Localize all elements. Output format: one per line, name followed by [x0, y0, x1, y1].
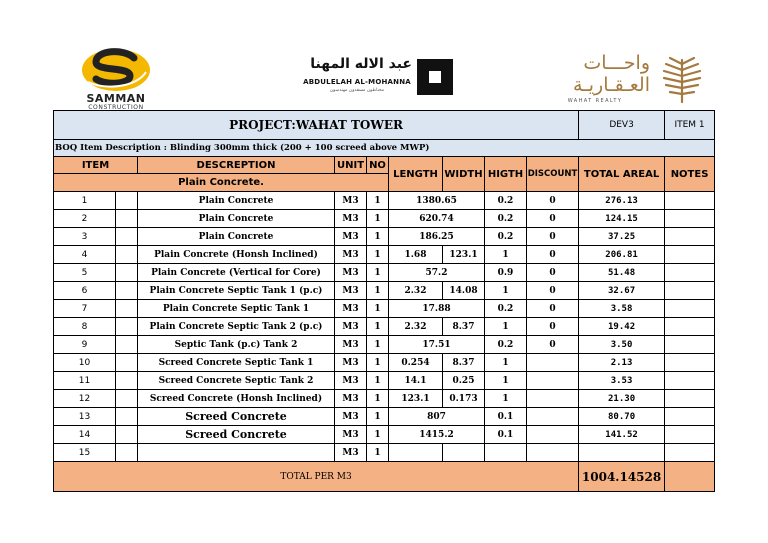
cell-no: 1: [367, 192, 389, 210]
cell-unit: M3: [335, 210, 367, 228]
cell-length: 17.88: [389, 300, 485, 318]
samman-subtitle: CONSTRUCTION: [88, 104, 144, 111]
cell-total-areal: 2.13: [579, 354, 665, 372]
cell-unit: M3: [335, 300, 367, 318]
total-notes: [665, 462, 715, 492]
cell-discount: 0: [527, 282, 579, 300]
total-value: 1004.14528: [579, 462, 665, 492]
cell-notes: [665, 444, 715, 462]
header-height: HIGTH: [485, 157, 527, 192]
cell-total-areal: 19.42: [579, 318, 665, 336]
cell-height: 0.2: [485, 300, 527, 318]
table-row: [54, 426, 715, 444]
cell-length: 14.1: [389, 372, 443, 390]
cell-description: Plain Concrete: [138, 228, 335, 246]
cell-no: 1: [367, 264, 389, 282]
table-row: [54, 372, 715, 390]
cell-unit: M3: [335, 228, 367, 246]
header-notes: NOTES: [665, 157, 715, 192]
cell-no: 1: [367, 390, 389, 408]
table-row: [54, 246, 715, 264]
cell-notes: [665, 318, 715, 336]
samman-logo: [66, 46, 166, 110]
cell-no: 1: [367, 246, 389, 264]
cell-blank: [116, 318, 138, 336]
cell-total-areal: 80.70: [579, 408, 665, 426]
cell-length: 807: [389, 408, 485, 426]
table-row: [54, 300, 715, 318]
cell-item: 7: [54, 300, 116, 318]
table-row: [54, 192, 715, 210]
cell-discount: 0: [527, 210, 579, 228]
cell-description: Plain Concrete (Honsh Inclined): [138, 246, 335, 264]
mohanna-square-icon: [417, 59, 453, 95]
cell-total-areal: 3.58: [579, 300, 665, 318]
cell-width: 0.173: [443, 390, 485, 408]
cell-no: 1: [367, 444, 389, 462]
header-discount: DISCOUNT: [527, 157, 579, 192]
project-code: DEV3: [579, 111, 665, 140]
cell-discount: [527, 354, 579, 372]
cell-total-areal: 37.25: [579, 228, 665, 246]
cell-blank: [116, 354, 138, 372]
table-row: [54, 318, 715, 336]
cell-discount: 0: [527, 192, 579, 210]
cell-blank: [116, 444, 138, 462]
cell-no: 1: [367, 426, 389, 444]
cell-description: Septic Tank (p.c) Tank 2: [138, 336, 335, 354]
cell-notes: [665, 408, 715, 426]
cell-blank: [116, 282, 138, 300]
cell-total-areal: 32.67: [579, 282, 665, 300]
cell-item: 15: [54, 444, 116, 462]
cell-item: 14: [54, 426, 116, 444]
cell-unit: M3: [335, 408, 367, 426]
cell-description: Plain Concrete Septic Tank 1: [138, 300, 335, 318]
cell-width: 0.25: [443, 372, 485, 390]
cell-length: [389, 444, 443, 462]
cell-item: 6: [54, 282, 116, 300]
cell-height: 0.2: [485, 210, 527, 228]
cell-height: 0.9: [485, 264, 527, 282]
cell-item: 2: [54, 210, 116, 228]
project-item-number: ITEM 1: [665, 111, 715, 140]
header-width: WIDTH: [443, 157, 485, 192]
wahat-arabic-name: [540, 52, 650, 96]
cell-unit: M3: [335, 444, 367, 462]
wahat-arabic-line2: العـقـاريـة: [573, 74, 650, 96]
cell-length: 123.1: [389, 390, 443, 408]
cell-blank: [116, 426, 138, 444]
cell-width: 8.37: [443, 318, 485, 336]
cell-item: 12: [54, 390, 116, 408]
cell-length: 2.32: [389, 282, 443, 300]
cell-no: 1: [367, 408, 389, 426]
table-row: [54, 210, 715, 228]
total-row: [54, 462, 715, 492]
cell-length: 2.32: [389, 318, 443, 336]
cell-discount: [527, 390, 579, 408]
cell-discount: 0: [527, 336, 579, 354]
cell-discount: 0: [527, 246, 579, 264]
wahat-logo: [540, 48, 720, 108]
cell-height: 1: [485, 318, 527, 336]
cell-blank: [116, 390, 138, 408]
cell-discount: 0: [527, 318, 579, 336]
project-row: [54, 111, 715, 140]
cell-total-areal: 3.53: [579, 372, 665, 390]
cell-blank: [116, 228, 138, 246]
table-row: [54, 354, 715, 372]
cell-description: Screed Concrete: [138, 408, 335, 426]
cell-height: 0.2: [485, 228, 527, 246]
cell-height: 1: [485, 282, 527, 300]
cell-no: 1: [367, 354, 389, 372]
cell-height: 1: [485, 390, 527, 408]
cell-length: 17.51: [389, 336, 485, 354]
cell-width: 14.08: [443, 282, 485, 300]
mohanna-logo: [302, 56, 462, 106]
boq-description-row: [54, 140, 715, 157]
cell-unit: M3: [335, 336, 367, 354]
cell-height: 0.1: [485, 408, 527, 426]
cell-blank: [116, 300, 138, 318]
cell-discount: [527, 372, 579, 390]
cell-item: 13: [54, 408, 116, 426]
cell-length: 0.254: [389, 354, 443, 372]
header-description: DESCREPTION: [138, 157, 335, 174]
cell-unit: M3: [335, 318, 367, 336]
table-row: [54, 444, 715, 462]
cell-description: Plain Concrete: [138, 192, 335, 210]
cell-unit: M3: [335, 246, 367, 264]
cell-unit: M3: [335, 264, 367, 282]
cell-total-areal: [579, 444, 665, 462]
cell-discount: [527, 408, 579, 426]
project-title: PROJECT:WAHAT TOWER: [54, 111, 579, 140]
cell-length: 57.2: [389, 264, 485, 282]
cell-length: 1.68: [389, 246, 443, 264]
cell-notes: [665, 390, 715, 408]
cell-notes: [665, 210, 715, 228]
cell-no: 1: [367, 228, 389, 246]
cell-notes: [665, 336, 715, 354]
cell-total-areal: 21.30: [579, 390, 665, 408]
cell-discount: [527, 426, 579, 444]
cell-no: 1: [367, 318, 389, 336]
cell-blank: [116, 210, 138, 228]
boq-table: [53, 110, 715, 492]
cell-total-areal: 51.48: [579, 264, 665, 282]
cell-description: Plain Concrete: [138, 210, 335, 228]
cell-notes: [665, 192, 715, 210]
cell-unit: M3: [335, 372, 367, 390]
cell-height: 1: [485, 246, 527, 264]
cell-total-areal: 124.15: [579, 210, 665, 228]
logo-bar: [0, 0, 768, 110]
palm-leaf-icon: [658, 54, 706, 104]
cell-height: 0.2: [485, 192, 527, 210]
cell-height: 1: [485, 354, 527, 372]
header-no: NO: [367, 157, 389, 174]
cell-notes: [665, 354, 715, 372]
subheading-plain-concrete: Plain Concrete.: [54, 174, 389, 192]
cell-no: 1: [367, 372, 389, 390]
cell-width: [443, 444, 485, 462]
boq-description: BOQ Item Description : Blinding 300mm thick (200 + 100 screed above MWP): [54, 140, 715, 157]
cell-no: 1: [367, 210, 389, 228]
cell-notes: [665, 228, 715, 246]
cell-length: 1415.2: [389, 426, 485, 444]
cell-width: 8.37: [443, 354, 485, 372]
cell-blank: [116, 246, 138, 264]
cell-no: 1: [367, 282, 389, 300]
wahat-arabic-line1: واحـــات: [583, 52, 650, 74]
cell-description: Screed Concrete (Honsh Inclined): [138, 390, 335, 408]
header-total-areal: TOTAL AREAL: [579, 157, 665, 192]
cell-unit: M3: [335, 354, 367, 372]
cell-item: 5: [54, 264, 116, 282]
table-row: [54, 390, 715, 408]
cell-unit: M3: [335, 282, 367, 300]
cell-description: Screed Concrete: [138, 426, 335, 444]
cell-height: 0.1: [485, 426, 527, 444]
cell-blank: [116, 264, 138, 282]
cell-description: Screed Concrete Septic Tank 2: [138, 372, 335, 390]
table-body: [54, 192, 715, 462]
cell-discount: 0: [527, 300, 579, 318]
cell-height: [485, 444, 527, 462]
cell-unit: M3: [335, 426, 367, 444]
table-row: [54, 264, 715, 282]
cell-height: 0.2: [485, 336, 527, 354]
cell-description: Plain Concrete Septic Tank 1 (p.c): [138, 282, 335, 300]
cell-length: 620.74: [389, 210, 485, 228]
header-row: [54, 157, 715, 174]
cell-item: 11: [54, 372, 116, 390]
cell-total-areal: 141.52: [579, 426, 665, 444]
cell-length: 186.25: [389, 228, 485, 246]
cell-item: 4: [54, 246, 116, 264]
mohanna-subtitle: محتاطون مسقدون مهندسون: [329, 88, 385, 93]
cell-no: 1: [367, 336, 389, 354]
cell-blank: [116, 408, 138, 426]
mohanna-english-name: ABDULELAH AL-MOHANNA: [303, 78, 411, 86]
cell-notes: [665, 372, 715, 390]
samman-emblem-icon: [66, 46, 166, 92]
header-unit: UNIT: [335, 157, 367, 174]
cell-blank: [116, 336, 138, 354]
table-row: [54, 228, 715, 246]
cell-total-areal: 206.81: [579, 246, 665, 264]
cell-notes: [665, 282, 715, 300]
cell-height: 1: [485, 372, 527, 390]
cell-description: Screed Concrete Septic Tank 1: [138, 354, 335, 372]
header-item: ITEM: [54, 157, 138, 174]
cell-discount: 0: [527, 228, 579, 246]
cell-item: 10: [54, 354, 116, 372]
header-length: LENGTH: [389, 157, 443, 192]
cell-blank: [116, 372, 138, 390]
cell-item: 3: [54, 228, 116, 246]
cell-notes: [665, 300, 715, 318]
cell-width: 123.1: [443, 246, 485, 264]
cell-unit: M3: [335, 192, 367, 210]
cell-discount: [527, 444, 579, 462]
cell-blank: [116, 192, 138, 210]
cell-item: 1: [54, 192, 116, 210]
table-row: [54, 336, 715, 354]
cell-description: [138, 444, 335, 462]
cell-length: 1380.65: [389, 192, 485, 210]
cell-total-areal: 3.50: [579, 336, 665, 354]
table-row: [54, 408, 715, 426]
mohanna-arabic-name: عبد الاله المهنا: [310, 56, 412, 72]
cell-unit: M3: [335, 390, 367, 408]
cell-notes: [665, 264, 715, 282]
table-row: [54, 282, 715, 300]
cell-no: 1: [367, 300, 389, 318]
cell-description: Plain Concrete (Vertical for Core): [138, 264, 335, 282]
total-label: TOTAL PER M3: [54, 462, 579, 492]
cell-item: 9: [54, 336, 116, 354]
cell-item: 8: [54, 318, 116, 336]
wahat-realty-label: WAHAT REALTY: [567, 98, 623, 104]
cell-description: Plain Concrete Septic Tank 2 (p.c): [138, 318, 335, 336]
cell-total-areal: 276.13: [579, 192, 665, 210]
cell-notes: [665, 246, 715, 264]
samman-wordmark: SAMMAN: [86, 92, 146, 105]
cell-notes: [665, 426, 715, 444]
cell-discount: 0: [527, 264, 579, 282]
